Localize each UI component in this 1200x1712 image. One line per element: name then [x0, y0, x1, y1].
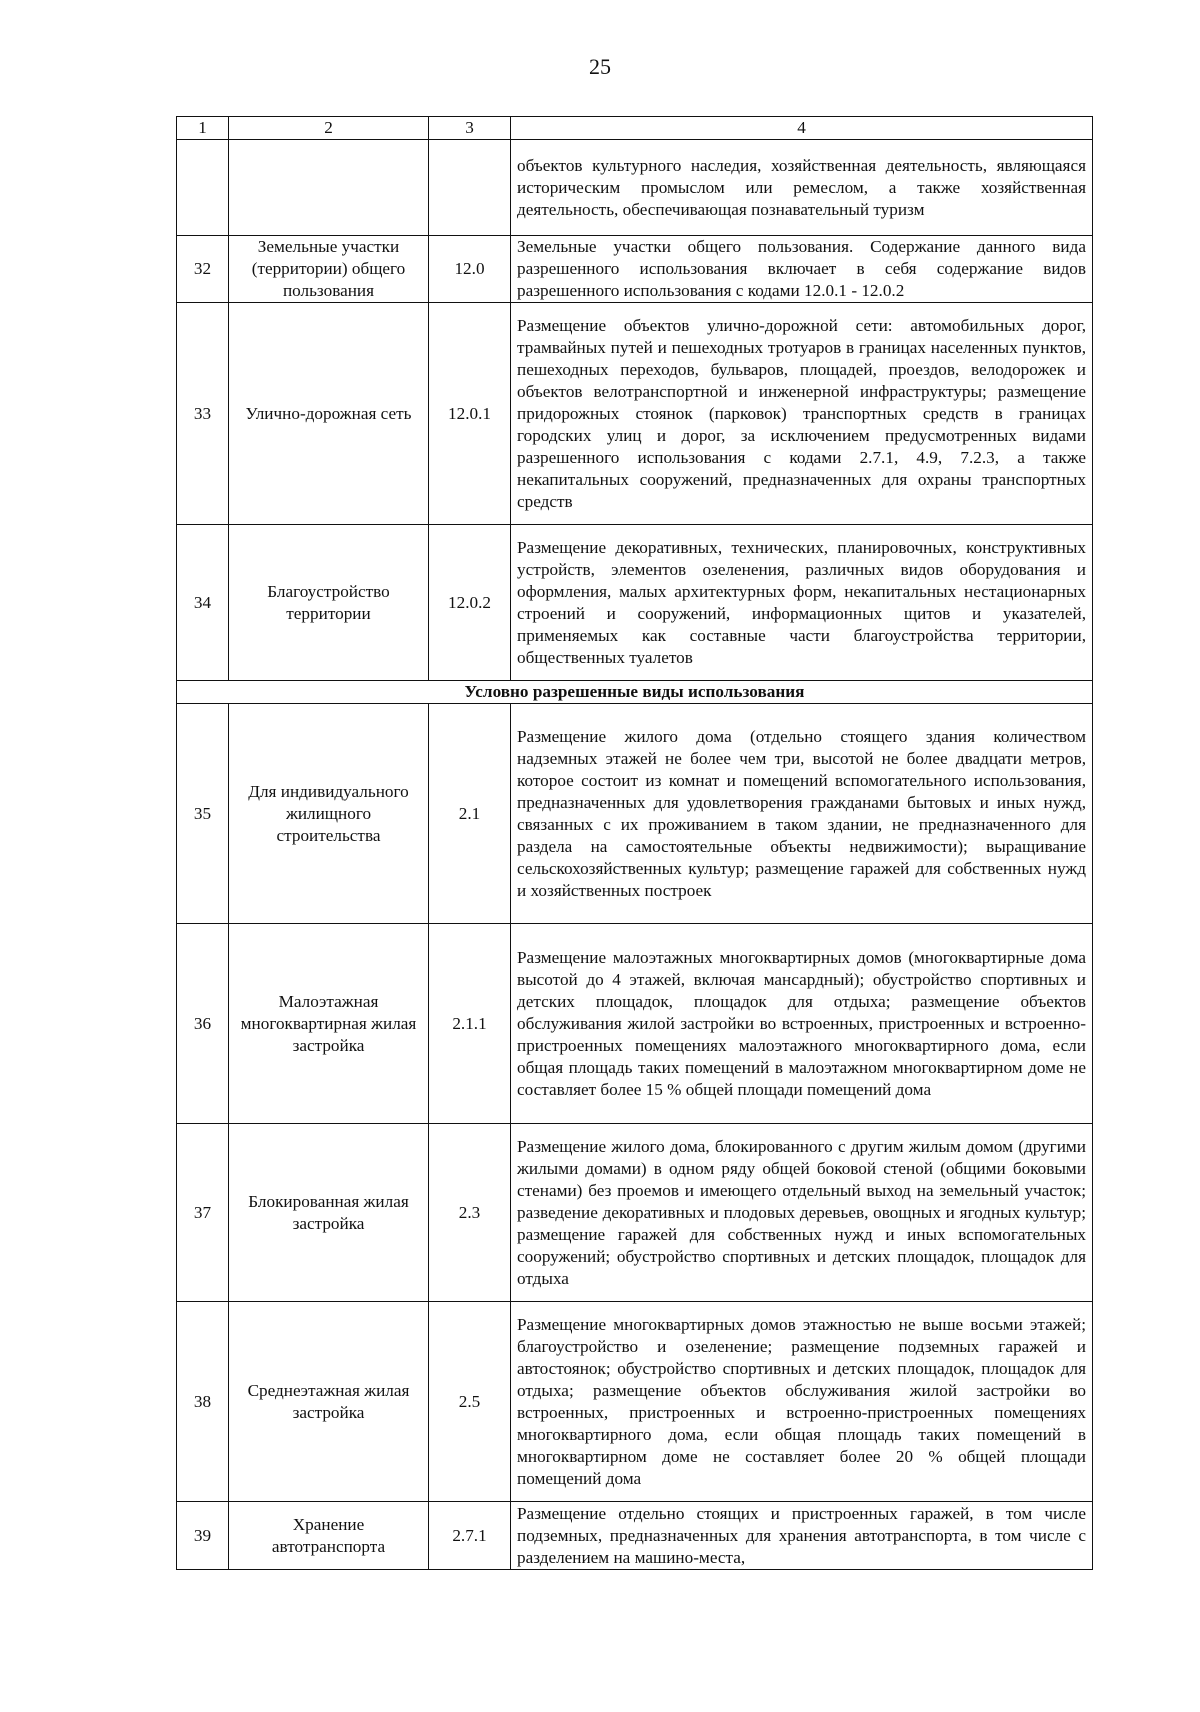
land-use-name-cell: Блокированная жилая застройка — [229, 1124, 429, 1302]
row-number-cell — [177, 140, 229, 236]
land-use-description-cell: Размещение жилого дома, блокированного с другим жилым домом (другими жилыми домами) в одном ряду общей боковой стеной (общими боковыми стенами) без проемов и имеющего отдельный выход на земельный участок; разведение декоративных и плодовых деревьев, овощных и ягодных культур; размещение гаражей для собственных нужд и иных вспомогательных сооружений; обустройство спортивных и детских площадок, площадок для отдыха — [511, 1124, 1093, 1302]
row-number-cell: 39 — [177, 1502, 229, 1570]
land-use-name-cell: Малоэтажная многоквартирная жилая застройка — [229, 924, 429, 1124]
land-use-description-cell: Размещение отдельно стоящих и пристроенных гаражей, в том числе подземных, предназначенных для хранения автотранспорта, в том числе с разделением на машино-места, — [511, 1502, 1093, 1570]
section-heading-row — [177, 681, 1093, 704]
land-use-code-cell: 12.0.2 — [429, 525, 511, 681]
section-heading: Условно разрешенные виды использования — [177, 681, 1093, 704]
land-use-name-cell: Для индивидуального жилищного строительства — [229, 704, 429, 924]
row-number-cell: 37 — [177, 1124, 229, 1302]
table-row — [177, 924, 1093, 1124]
land-use-name-cell — [229, 140, 429, 236]
land-use-code-cell — [429, 140, 511, 236]
row-number-cell: 33 — [177, 303, 229, 525]
land-use-code-cell: 12.0 — [429, 236, 511, 303]
land-use-description-cell: Размещение малоэтажных многоквартирных домов (многоквартирные дома высотой до 4 этажей, включая мансардный); обустройство спортивных и детских площадок, площадок для отдыха; размещение объектов обслуживания жилой застройки во встроенных, пристроенных и встроенно-пристроенных помещениях малоэтажного многоквартирного дома, если общая площадь таких помещений в малоэтажном многоквартирном доме не составляет более 15 % общей площади помещений дома — [511, 924, 1093, 1124]
land-use-description-cell: Земельные участки общего пользования. Содержание данного вида разрешенного использования включает в себя содержание видов разрешенного использования с кодами 12.0.1 - 12.0.2 — [511, 236, 1093, 303]
land-use-name-cell: Улично-дорожная сеть — [229, 303, 429, 525]
land-use-description-cell: Размещение объектов улично-дорожной сети: автомобильных дорог, трамвайных путей и пешеходных тротуаров в границах населенных пунктов, пешеходных переходов, бульваров, площадей, проездов, велодорожек и объектов велотранспортной и инженерной инфраструктуры; размещение придорожных стоянок (парковок) транспортных средств в границах городских улиц и дорог, за исключением предусмотренных видами разрешенного использования с кодами 2.7.1, 4.9, 7.2.3, а также некапитальных сооружений, предназначенных для охраны транспортных средств — [511, 303, 1093, 525]
table-row — [177, 1124, 1093, 1302]
column-header: 3 — [429, 117, 511, 140]
page-number: 25 — [589, 54, 611, 79]
land-use-code-cell: 2.5 — [429, 1302, 511, 1502]
table-row — [177, 525, 1093, 681]
row-number-cell: 36 — [177, 924, 229, 1124]
land-use-code-cell: 2.7.1 — [429, 1502, 511, 1570]
table-header-row — [177, 117, 1093, 140]
table-row — [177, 236, 1093, 303]
land-use-name-cell: Благоустройство территории — [229, 525, 429, 681]
column-header: 4 — [511, 117, 1093, 140]
land-use-name-cell: Земельные участки (территории) общего пользования — [229, 236, 429, 303]
land-use-description-cell: Размещение декоративных, технических, планировочных, конструктивных устройств, элементов озеленения, различных видов оборудования и оформления, малых архитектурных форм, некапитальных нестационарных строений и сооружений, информационных щитов и указателей, применяемых как составные части благоустройства территории, общественных туалетов — [511, 525, 1093, 681]
land-use-name-cell: Хранение автотранспорта — [229, 1502, 429, 1570]
table-row — [177, 140, 1093, 236]
land-use-code-cell: 2.1.1 — [429, 924, 511, 1124]
row-number-cell: 32 — [177, 236, 229, 303]
row-number-cell: 35 — [177, 704, 229, 924]
land-use-description-cell: объектов культурного наследия, хозяйственная деятельность, являющаяся историческим промыслом или ремеслом, а также хозяйственная деятельность, обеспечивающая познавательный туризм — [511, 140, 1093, 236]
table-row — [177, 303, 1093, 525]
row-number-cell: 34 — [177, 525, 229, 681]
land-use-description-cell: Размещение жилого дома (отдельно стоящего здания количеством надземных этажей не более чем три, высотой не более двадцати метров, которое состоит из комнат и помещений вспомогательного использования, предназначенных для удовлетворения гражданами бытовых и иных нужд, связанных с их проживанием в таком здании, не предназначенного для раздела на самостоятельные объекты недвижимости); выращивание сельскохозяйственных культур; размещение гаражей для собственных нужд и хозяйственных построек — [511, 704, 1093, 924]
table-row — [177, 1302, 1093, 1502]
table-row — [177, 704, 1093, 924]
land-use-code-cell: 2.3 — [429, 1124, 511, 1302]
land-use-code-cell: 12.0.1 — [429, 303, 511, 525]
land-use-description-cell: Размещение многоквартирных домов этажностью не выше восьми этажей; благоустройство и озеленение; размещение подземных гаражей и автостоянок; обустройство спортивных и детских площадок, площадок для отдыха; размещение объектов обслуживания жилой застройки во встроенных, пристроенных и встроенно-пристроенных помещениях многоквартирного дома, если общая площадь таких помещений в многоквартирном доме не составляет более 20 % общей площади помещений дома — [511, 1302, 1093, 1502]
row-number-cell: 38 — [177, 1302, 229, 1502]
land-use-code-cell: 2.1 — [429, 704, 511, 924]
land-use-name-cell: Среднеэтажная жилая застройка — [229, 1302, 429, 1502]
table-row — [177, 1502, 1093, 1570]
land-use-table — [176, 116, 1093, 1570]
column-header: 1 — [177, 117, 229, 140]
column-header: 2 — [229, 117, 429, 140]
table-body — [177, 117, 1093, 1570]
